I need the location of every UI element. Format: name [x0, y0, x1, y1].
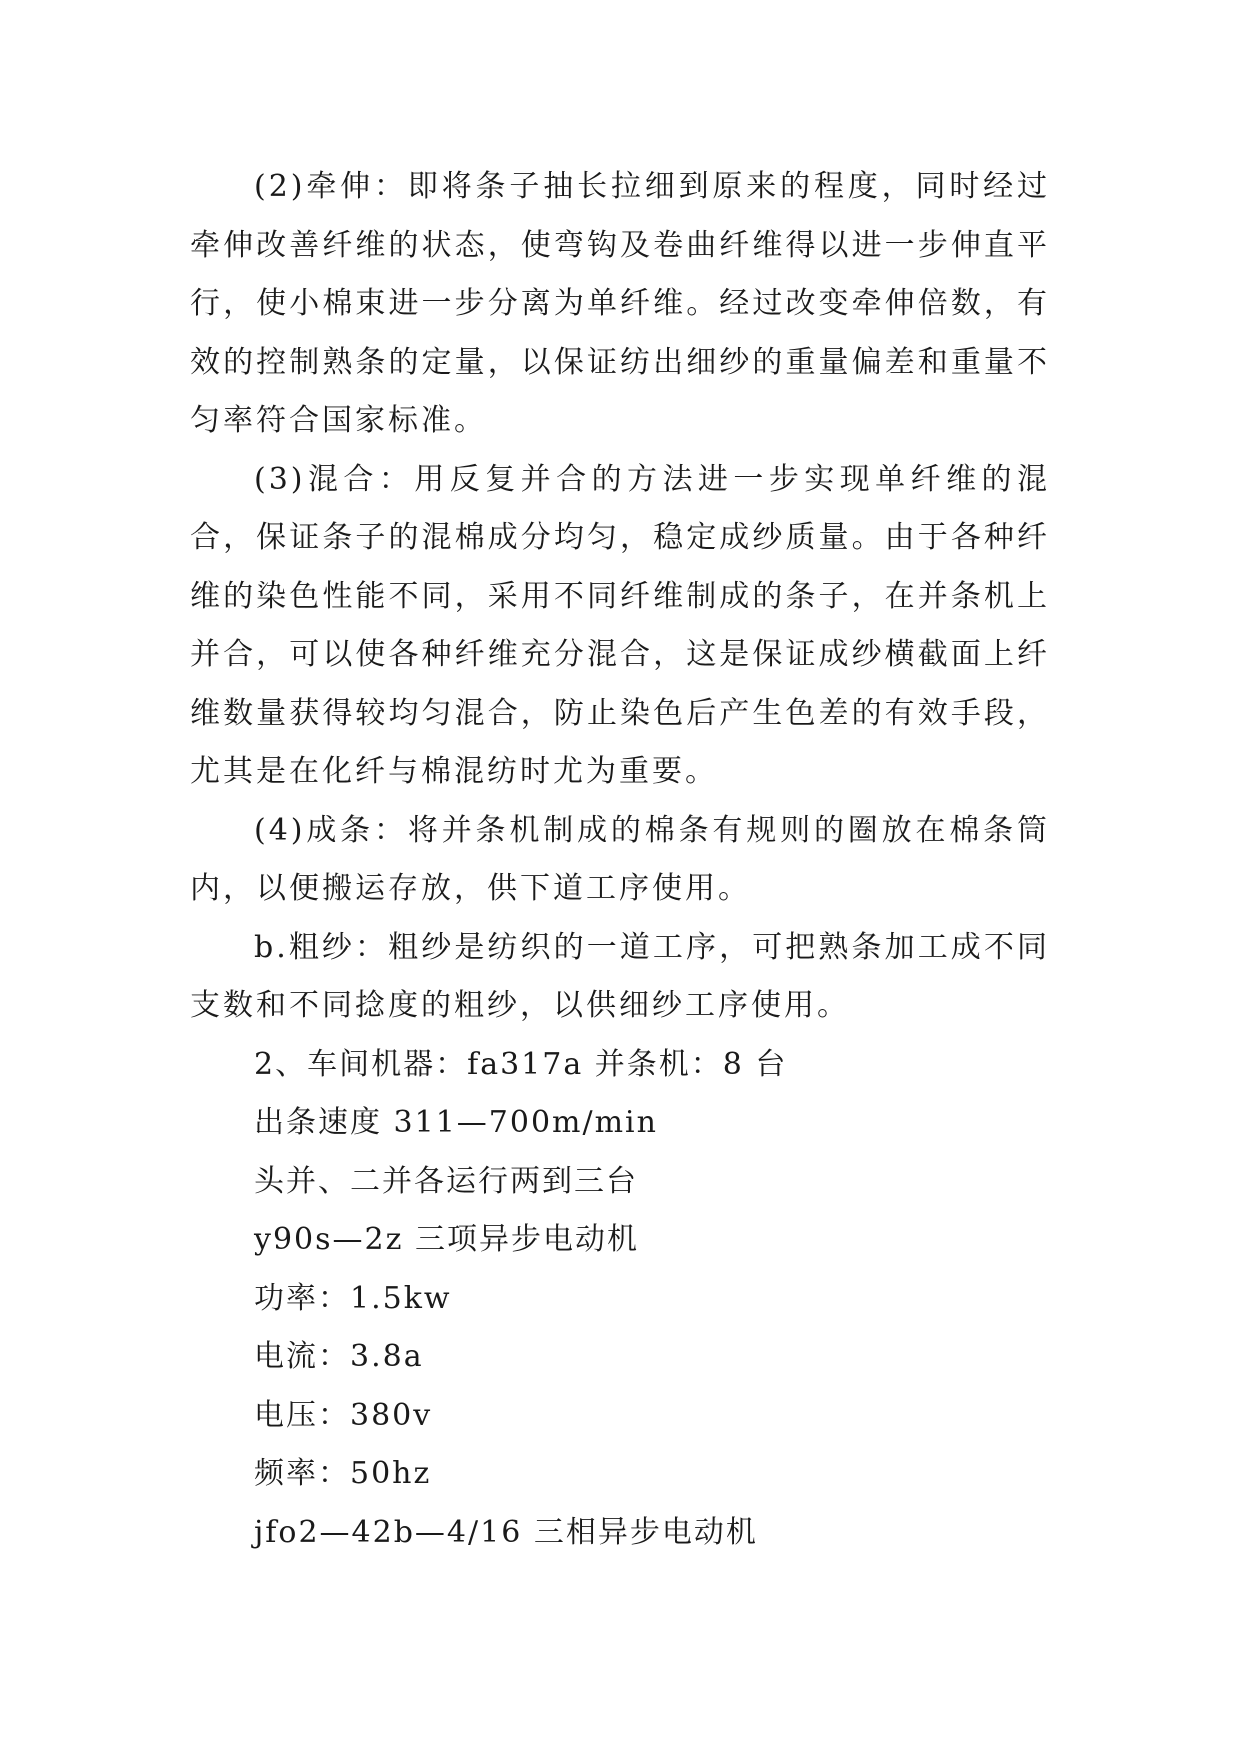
paragraph-drafting: (2)牵伸：即将条子抽长拉细到原来的程度，同时经过牵伸改善纤维的状态，使弯钩及卷曲纤维得以进一步伸直平行，使小棉束进一步分离为单纤维。经过改变牵伸倍数，有效的控制熟条的定量，以保证纺出细纱的重量偏差和重量不匀率符合国家标准。	[190, 169, 1050, 438]
line-motor-model-1: y90s—2z 三项异步电动机	[254, 1222, 639, 1257]
line-delivery-speed: 出条速度 311—700m/min	[254, 1105, 658, 1140]
line-voltage: 电压：380v	[254, 1397, 433, 1433]
line-motor-model-2: jfo2—42b—4/16 三相异步电动机	[254, 1514, 758, 1550]
line-first-second-drawing: 头并、二并各运行两到三台	[254, 1163, 638, 1199]
line-power: 功率：1.5kw	[254, 1280, 452, 1316]
paragraph-roving: b.粗纱：粗纱是纺织的一道工序，可把熟条加工成不同支数和不同捻度的粗纱，以供细纱工序使用。	[190, 929, 1050, 1023]
line-workshop-machines: 2、车间机器：fa317a 并条机：8 台	[254, 1046, 788, 1082]
paragraph-mixing: (3)混合：用反复并合的方法进一步实现单纤维的混合，保证条子的混棉成分均匀，稳定成纱质量。由于各种纤维的染色性能不同，采用不同纤维制成的条子，在并条机上并合，可以使各种纤维充分混合，这是保证成纱横截面上纤维数量获得较均匀混合，防止染色后产生色差的有效手段，尤其是在化纤与棉混纺时尤为重要。	[190, 461, 1050, 789]
line-frequency: 频率：50hz	[254, 1456, 432, 1491]
paragraph-sliver-forming: (4)成条：将并条机制成的棉条有规则的圈放在棉条筒内，以便搬运存放，供下道工序使用。	[190, 812, 1050, 906]
document-body	[190, 158, 1050, 1562]
line-current: 电流：3.8a	[254, 1339, 424, 1374]
